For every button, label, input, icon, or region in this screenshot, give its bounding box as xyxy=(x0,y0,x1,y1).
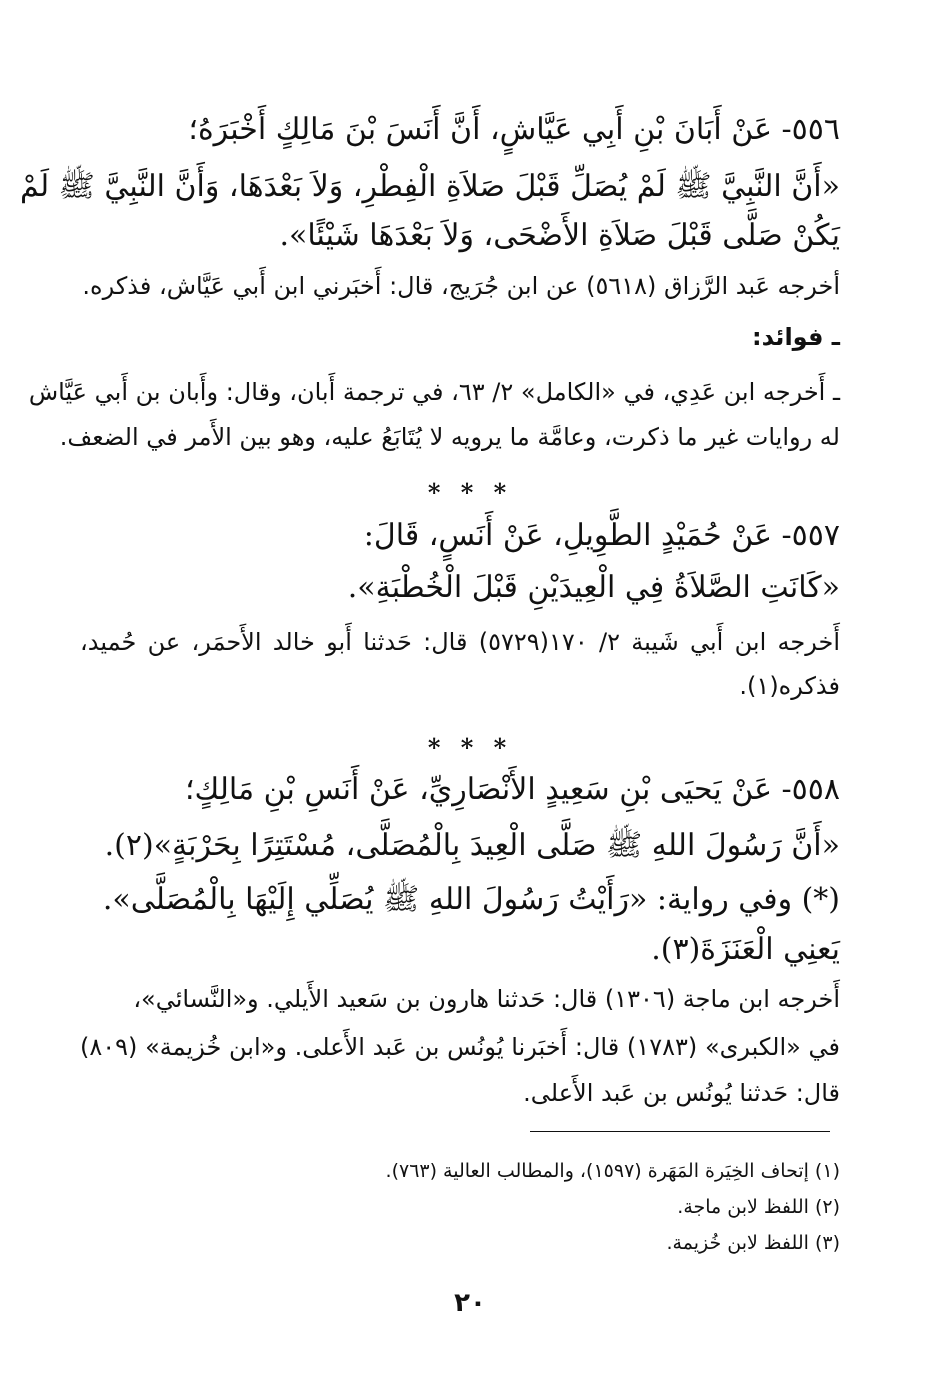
hadith-556-line-1: ٥٥٦- عَنْ أَبَانَ بْنِ أَبِي عَيَّاشٍ، أَنَّ أَنَسَ بْنَ مَالِكٍ أَخْبَرَهُ؛ xyxy=(188,112,840,147)
section-separator: * * * xyxy=(427,733,513,762)
hadith-558-line-3: (*) وفي رواية: «رَأَيْتُ رَسُولَ اللهِ ﷺ يُصَلِّي إِلَيْهَا بِالْمُصَلَّى». xyxy=(102,882,840,917)
hadith-558-line-2: «أَنَّ رَسُولَ اللهِ ﷺ صَلَّى الْعِيدَ بِالْمُصَلَّى، مُسْتَتِرًا بِحَرْبَةٍ»(٢). xyxy=(104,828,840,863)
fawaid-line-1: ـ أَخرجه ابن عَدِي، في «الكامل» ٢/ ٦٣، في ترجمة أَبان، وقال: وأَبان بن أَبي عَيَّاش xyxy=(28,378,840,406)
hadith-557-line-1: ٥٥٧- عَنْ حُمَيْدٍ الطَّوِيلِ، عَنْ أَنَسٍ، قَالَ: xyxy=(363,518,840,553)
hadith-558-line-1: ٥٥٨- عَنْ يَحيَى بْنِ سَعِيدٍ الأَنْصَارِيِّ، عَنْ أَنَسِ بْنِ مَالِكٍ؛ xyxy=(184,772,840,807)
hadith-557-line-2: «كَانَتِ الصَّلاَةُ فِي الْعِيدَيْنِ قَبْلَ الْخُطْبَةِ». xyxy=(347,570,840,605)
fawaid-heading: ـ فوائد: xyxy=(751,323,840,351)
hadith-556-source: أخرجه عَبد الرَّزاق (٥٦١٨) عن ابن جُرَيج، قال: أَخبَرني ابن أَبي عَيَّاش، فذكره. xyxy=(82,272,840,300)
hadith-557-source-line-1: أَخرجه ابن أَبي شَيبة ٢/ ١٧٠(٥٧٢٩) قال: حَدثنا أَبو خالد الأَحمَر، عن حُميد، xyxy=(80,628,840,656)
hadith-558-line-4: يَعنِي الْعَنَزَةَ(٣). xyxy=(651,932,840,967)
hadith-558-source-line-3: قال: حَدثنا يُونُس بن عَبد الأَعلى. xyxy=(523,1079,840,1107)
hadith-556-line-3: يَكُنْ صَلَّى قَبْلَ صَلاَةِ الأَضْحَى، وَلاَ بَعْدَهَا شَيْئًا». xyxy=(279,218,840,253)
footnote-1: (١) إتحاف الخِيَرة المَهَرة (١٥٩٧)، والمطالب العالية (٧٦٣). xyxy=(385,1160,840,1182)
fawaid-line-2: له روايات غير ما ذكرت، وعامَّة ما يرويه لا يُتَابَعُ عليه، وهو بين الأَمر في الضعف. xyxy=(59,423,840,451)
hadith-558-source-line-2: في «الكبرى» (١٧٨٣) قال: أَخبَرنا يُونُس بن عَبد الأَعلى. و«ابن خُزيمة» (٨٠٩) xyxy=(80,1033,841,1061)
section-separator: * * * xyxy=(427,478,513,507)
hadith-557-source-line-2: فذكره(١). xyxy=(739,672,840,700)
footnote-2: (٢) اللفظ لابن ماجة. xyxy=(677,1196,840,1218)
footnote-rule xyxy=(530,1131,830,1132)
hadith-556-line-2: «أَنَّ النَّبِيَّ ﷺ لَمْ يُصَلِّ قَبْلَ صَلاَةِ الْفِطْرِ، وَلاَ بَعْدَهَا، وَأَنَّ النَّبِيَّ ﷺ لَمْ xyxy=(19,169,840,204)
page-number: ٢٠ xyxy=(454,1288,486,1318)
footnote-3: (٣) اللفظ لابن خُزيمة. xyxy=(666,1232,840,1254)
hadith-558-source-line-1: أَخرجه ابن ماجة (١٣٠٦) قال: حَدثنا هارون بن سَعيد الأَيلي. و«النَّسائي»، xyxy=(133,985,840,1013)
